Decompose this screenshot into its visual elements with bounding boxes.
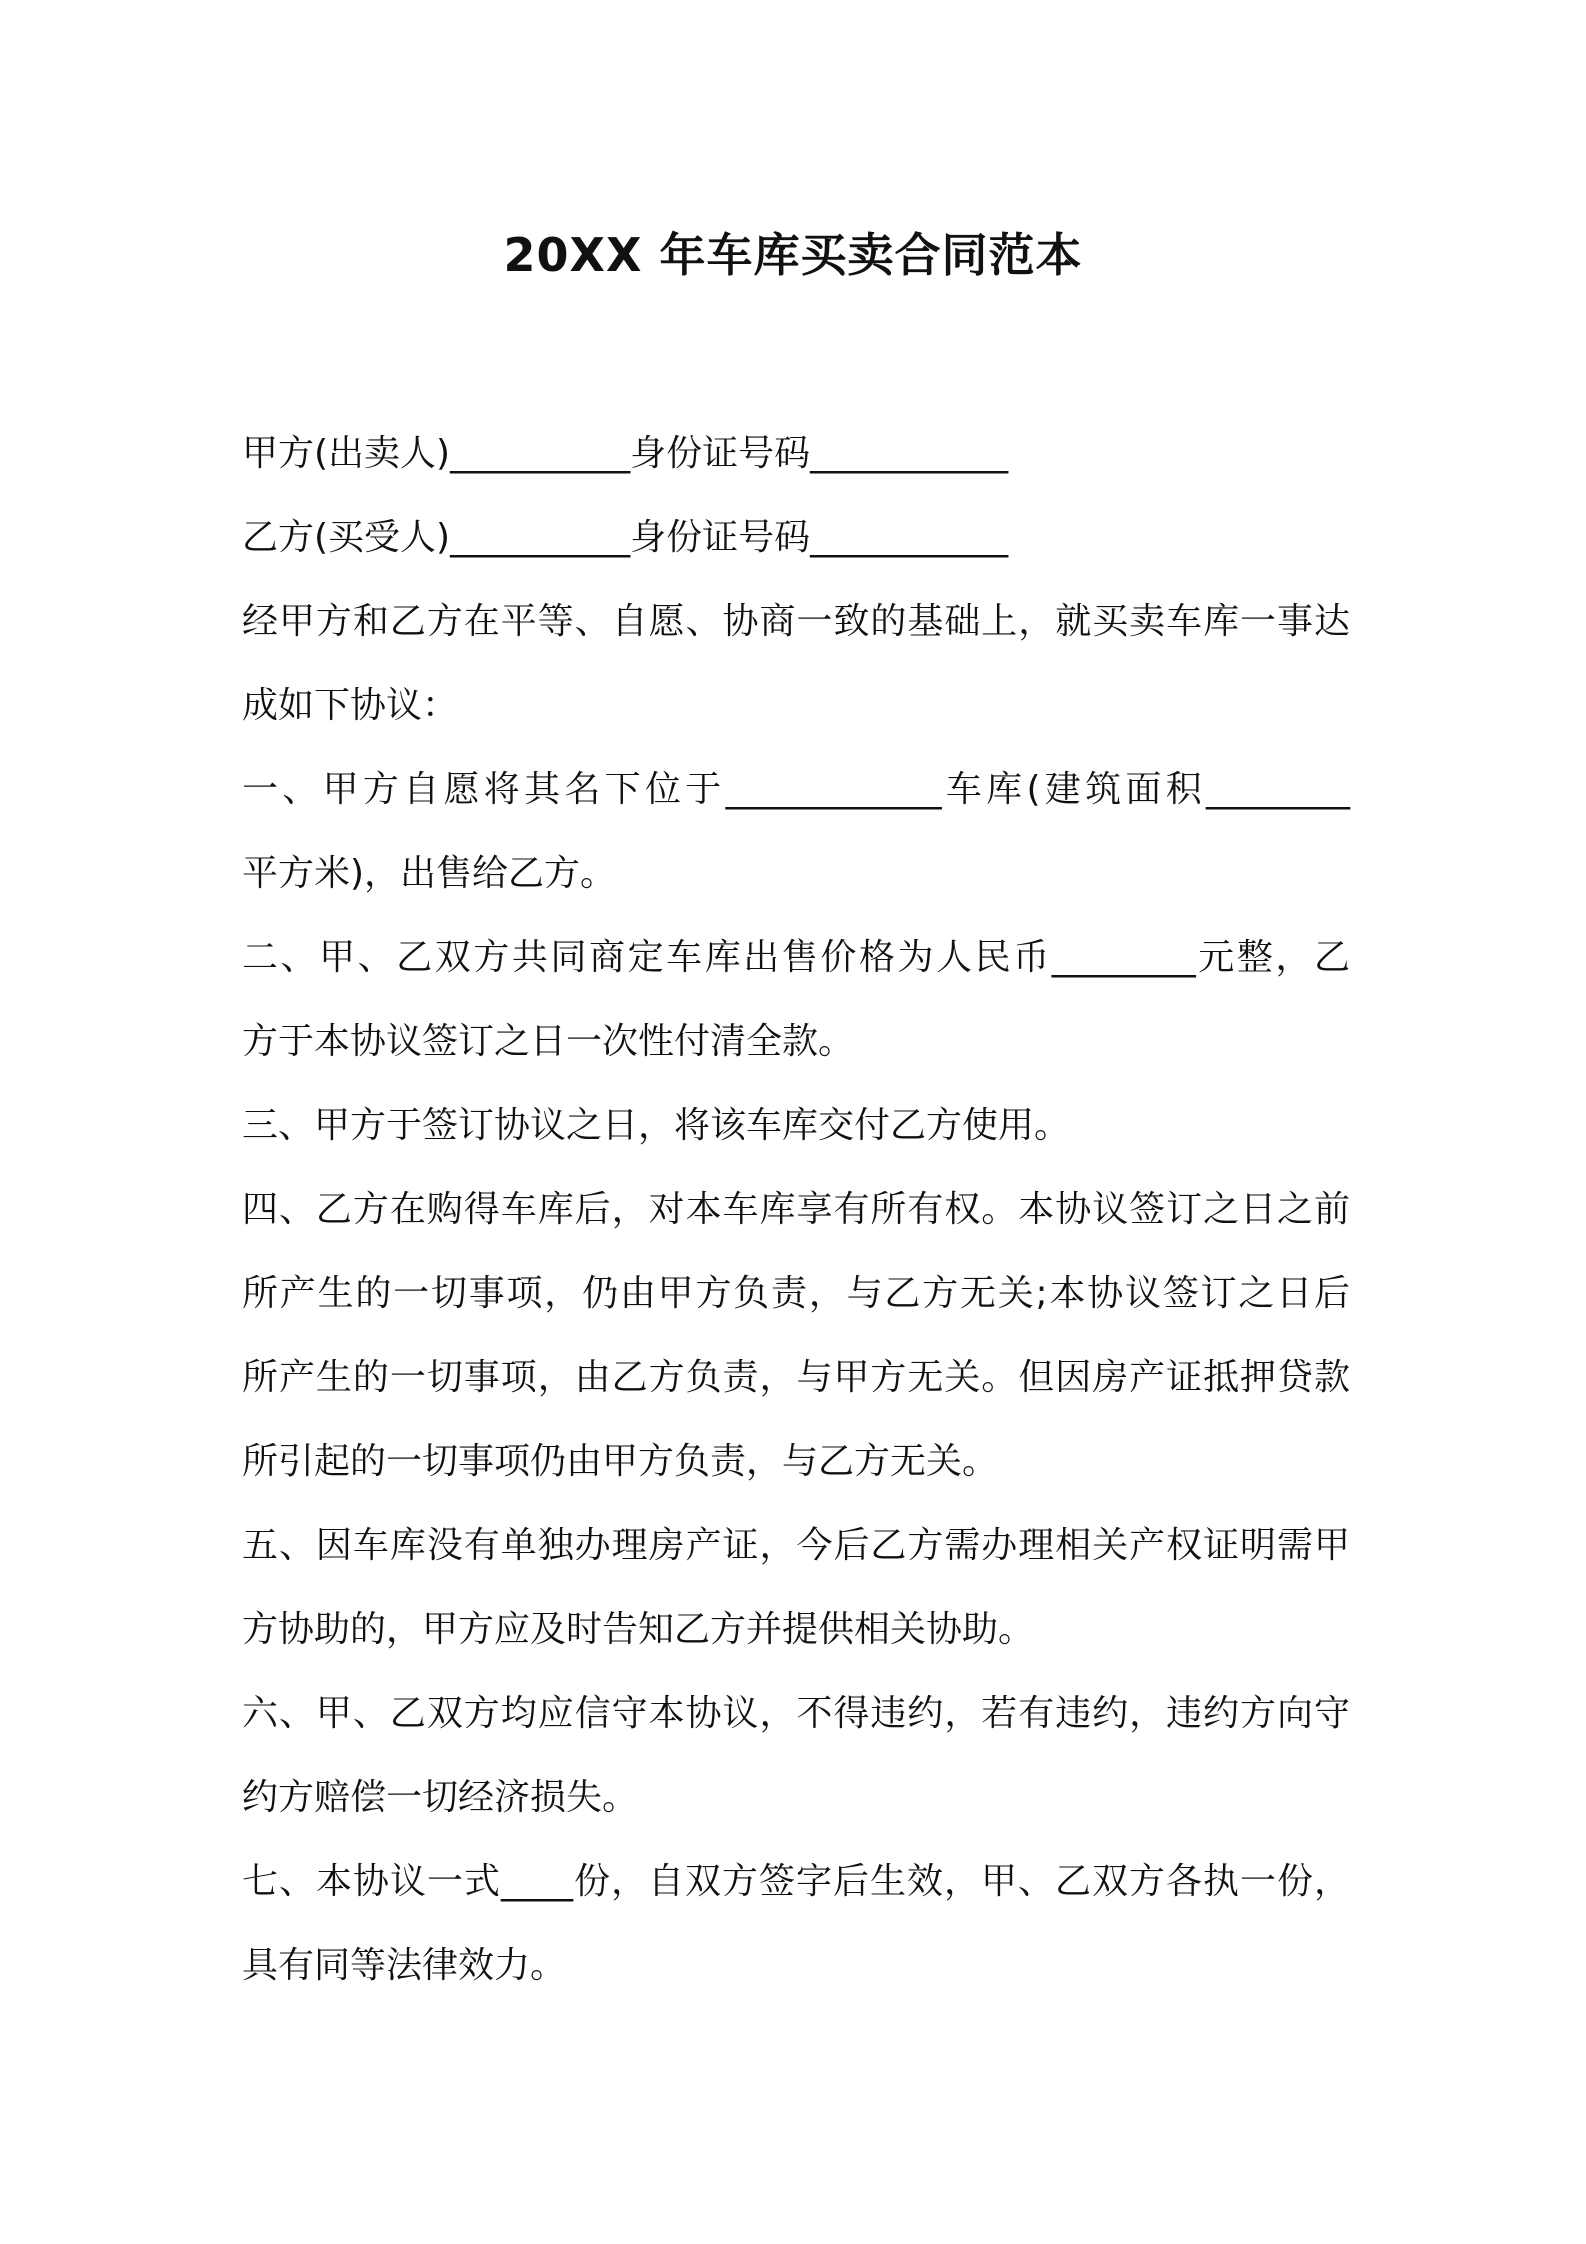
clause-1-line-1: 一、甲方自愿将其名下位于____________车库(建筑面积________ bbox=[242, 769, 1350, 810]
clause-4-line-1: 四、乙方在购得车库后，对本车库享有所有权。本协议签订之日之前 bbox=[242, 1189, 1350, 1230]
clause-2-line-2: 方于本协议签订之日一次性付清全款。 bbox=[242, 1021, 855, 1062]
preamble-line-2: 成如下协议： bbox=[242, 685, 459, 726]
clause-6-line-2: 约方赔偿一切经济损失。 bbox=[242, 1777, 639, 1818]
clause-4-line-3: 所产生的一切事项，由乙方负责，与甲方无关。但因房产证抵押贷款 bbox=[242, 1357, 1350, 1398]
document-body bbox=[242, 412, 1350, 2008]
clause-1-line-2: 平方米)，出售给乙方。 bbox=[242, 853, 617, 894]
clause-6-line-1: 六、甲、乙双方均应信守本协议，不得违约，若有违约，违约方向守 bbox=[242, 1693, 1350, 1734]
clause-2-line-1: 二、甲、乙双方共同商定车库出售价格为人民币________元整，乙 bbox=[242, 937, 1350, 978]
party-b-line: 乙方(买受人)__________身份证号码___________ bbox=[242, 517, 1009, 558]
clause-7-line-1: 七、本协议一式____份，自双方签字后生效，甲、乙双方各执一份， bbox=[242, 1861, 1350, 1902]
clause-4-line-2: 所产生的一切事项，仍由甲方负责，与乙方无关;本协议签订之日后 bbox=[242, 1273, 1350, 1314]
party-a-line: 甲方(出卖人)__________身份证号码___________ bbox=[242, 433, 1009, 474]
clause-5-line-2: 方协助的，甲方应及时告知乙方并提供相关协助。 bbox=[242, 1609, 1035, 1650]
preamble-line-1: 经甲方和乙方在平等、自愿、协商一致的基础上，就买卖车库一事达 bbox=[242, 601, 1350, 642]
clause-7-line-2: 具有同等法律效力。 bbox=[242, 1945, 567, 1986]
clause-4-line-4: 所引起的一切事项仍由甲方负责，与乙方无关。 bbox=[242, 1441, 999, 1482]
document-title: 20XX 年车库买卖合同范本 bbox=[503, 228, 1083, 282]
clause-3-line-1: 三、甲方于签订协议之日，将该车库交付乙方使用。 bbox=[242, 1105, 1071, 1146]
clause-5-line-1: 五、因车库没有单独办理房产证，今后乙方需办理相关产权证明需甲 bbox=[242, 1525, 1350, 1566]
